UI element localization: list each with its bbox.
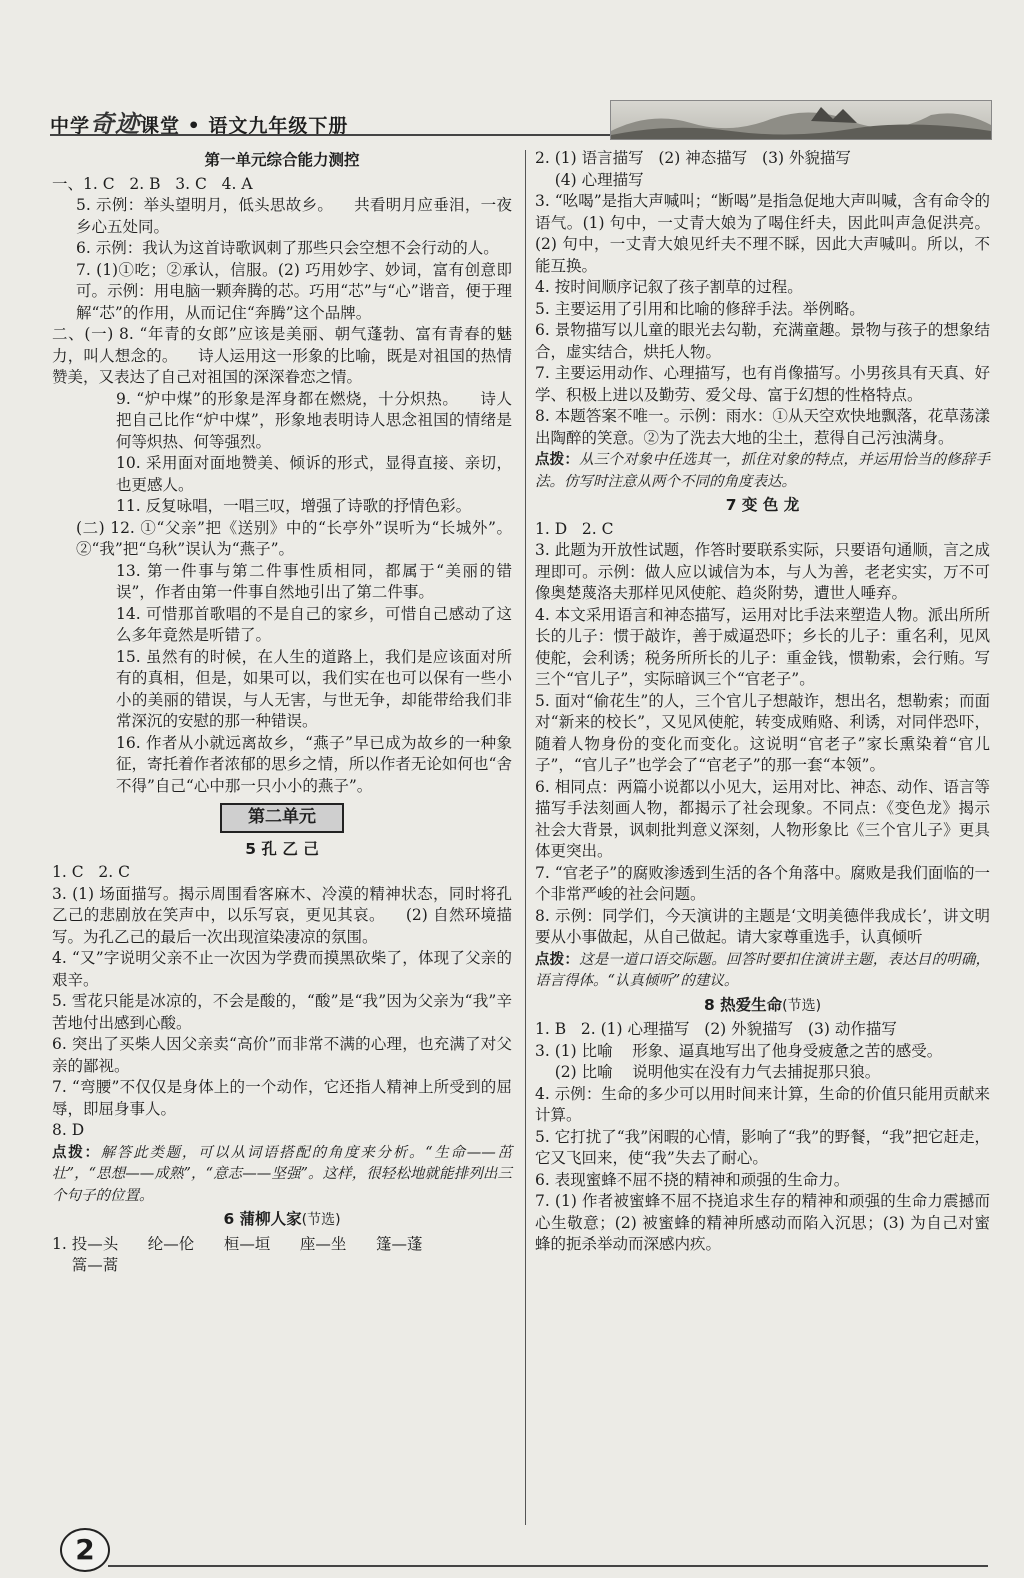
hint-paragraph	[535, 949, 990, 993]
title-prefix: 中学	[50, 115, 91, 137]
hint-label: 点拨：	[52, 1143, 101, 1161]
answer-item: 4. “又”字说明父亲不止一次因为学费而摸黑砍柴了，体现了父亲的艰辛。	[52, 949, 512, 989]
unit-title-box: 第二单元	[220, 803, 344, 833]
hint-label: 点拨：	[535, 950, 580, 968]
answer-item: 5. 面对“偷花生”的人，三个官儿子想敲诈，想出名，想勒索；而面对“新来的校长”，又见风使舵，转变成贿赂、利诱，对同伴恐吓，随着人物身份的变化而变化。这说明“官老子”家长熏染着“官儿子”，“官儿子”也学会了“官老子”的那一套“本领”。	[535, 691, 990, 774]
section-title	[52, 1209, 512, 1232]
section-title-text: 6 蒲柳人家	[223, 1210, 302, 1228]
hint-text: 这是一道口语交际题。回答时要扣住演讲主题，表达目的明确，语言得体。“认真倾听”的建议。	[535, 951, 991, 989]
answer-item: 8. 示例：同学们，今天演讲的主题是‘文明美德伴我成长’，讲文明要从小事做起，从自己做起。请大家尊重选手，认真倾听	[535, 906, 990, 946]
answer-item: 3. “吆喝”是指大声喊叫；“断喝”是指急促地大声叫喊，含有命令的语气。(1) 句中，一丈青大娘为了喝住纤夫，因此叫声急促洪亮。(2) 句中，一丈青大娘见纤夫不理不睬，因此大声喊叫。所以，不能互换。	[535, 192, 990, 275]
answer-item: 4. 本文采用语言和神态描写，运用对比手法来塑造人物。派出所所长的儿子：惯于敲诈，善于威逼恐吓；乡长的儿子：重名利，见风使舵，会利诱；税务所所长的儿子：重金钱，惯勒索，会行贿。写三个“官儿子”，实际暗讽三个“官老子”。	[535, 605, 990, 688]
footer-rule	[108, 1565, 988, 1567]
answer-item: 7. 主要运用动作、心理描写，也有肖像描写。小男孩具有天真、好学、积极上进以及勤劳、爱父母、富于幻想的性格特点。	[535, 364, 990, 404]
section-title	[535, 495, 990, 517]
answer-item: 1. D 2. C	[535, 519, 614, 538]
hint-paragraph	[535, 449, 990, 493]
answer-item: 8. 本题答案不唯一。示例：雨水：①从天空欢快地飘落，花草荡漾出陶醉的笑意。②为了洗去大地的尘土，惹得自己污浊满身。	[535, 407, 990, 447]
answer-item: 14. 可惜那首歌唱的不是自己的家乡，可惜自己感动了这么多年竟然是听错了。	[116, 604, 512, 644]
answer-item: 9. “炉中煤”的形象是浑身都在燃烧，十分炽热。 诗人把自己比作“炉中煤”，形象地表明诗人思念祖国的情绪是何等炽热、何等强烈。	[116, 389, 512, 451]
answer-item: 16. 作者从小就远离故乡，“燕子”早已成为故乡的一种象征，寄托着作者浓郁的思乡之情，所以作者无论如何也“舍不得”自己“心中那一只小小的燕子”。	[116, 733, 512, 795]
answer-item: 6. 突出了买柴人因父亲卖“高价”而非常不满的心理，也充满了对父亲的鄙视。	[52, 1035, 512, 1075]
answer-item: 3. (1) 场面描写。揭示周围看客麻木、冷漠的精神状态，同时将孔乙己的悲剧放在笑声中，以乐写哀，更见其哀。 (2) 自然环境描写。为孔乙己的最后一次出现渲染凄凉的氛围。	[52, 884, 512, 946]
hint-text: 从三个对象中任选其一，抓住对象的特点，并运用恰当的修辞手法。仿写时注意从两个不同的角度表达。	[535, 452, 991, 490]
left-column	[52, 148, 512, 1277]
answer-item: 7. (1) 作者被蜜蜂不屈不挠追求生存的精神和顽强的生命力震撼而心生敬意；(2) 被蜜蜂的精神所感动而陷入沉思；(3) 为自己对蜜蜂的扼杀举动而深感内疚。	[535, 1192, 990, 1253]
section-subtitle: (节选)	[782, 997, 822, 1014]
answer-item: 4. 示例：生命的多少可以用时间来计算，生命的价值只能用贡献来计算。	[535, 1084, 990, 1124]
answer-item: 13. 第一件事与第二件事性质相同，都属于“美丽的错误”，作者由第一件事自然地引出了第二件事。	[116, 561, 512, 601]
answer-item: 7. “弯腰”不仅仅是身体上的一个动作，它还指人精神上所受到的屈辱，即屈身事人。	[52, 1078, 512, 1118]
section-title	[52, 839, 512, 861]
answer-item: 二、(一) 8. “年青的女郎”应该是美丽、朝气蓬勃、富有青春的魅力，叫人想念的。 诗人运用这一形象的比喻，既是对祖国的热情赞美，又表达了自己对祖国的深深眷恋之情。	[52, 325, 512, 386]
column-divider	[525, 150, 526, 1525]
right-column	[535, 148, 990, 1256]
answer-item: 15. 虽然有的时候，在人生的道路上，我们是应该面对所有的真相，但是，如果可以，我们实在也可以保有一些小小的美丽的错误，与人无害，与世无争，却能带给我们非常深沉的安慰的那一种错误。	[116, 647, 512, 730]
section-title-text: 5 孔 乙 己	[245, 839, 319, 858]
answer-item: 6. 表现蜜蜂不屈不挠的精神和顽强的生命力。	[535, 1170, 850, 1189]
section-subtitle: (节选)	[301, 1212, 341, 1228]
landscape-painting-banner	[610, 100, 992, 140]
answer-item: 7. (1)①吃；②承认，信服。(2) 巧用妙字、妙词，富有创意即可。示例：用电脑一颗奔腾的芯。巧用“芯”与“心”谐音，便于理解“芯”的作用，从而记住“奔腾”这个品牌。	[76, 260, 512, 322]
answer-item: 6. 相同点：两篇小说都以小见大，运用对比、神态、动作、语言等描写手法刻画人物，都揭示了社会现象。不同点：《变色龙》揭示社会大背景，讽刺批判意义深刻，人物形象比《三个官儿子》更具体更突出。	[535, 777, 990, 860]
section-title-text: 8 热爱生命	[703, 995, 783, 1014]
answer-item: 5. 它打扰了“我”闲暇的心情，影响了“我”的野餐，“我”把它赶走，它又飞回来，使“我”失去了耐心。	[535, 1127, 990, 1167]
answer-item: 2. (1) 语言描写 (2) 神态描写 (3) 外貌描写 (4) 心理描写	[535, 149, 851, 189]
answer-item: 1. B 2. (1) 心理描写 (2) 外貌描写 (3) 动作描写	[535, 1020, 897, 1038]
answer-item: 5. 雪花只能是冰凉的，不会是酸的，“酸”是“我”因为父亲为“我”辛苦地付出感到心酸。	[52, 992, 512, 1032]
answer-item: 一、1. C 2. B 3. C 4. A	[52, 174, 253, 193]
answer-item: 5. 示例：举头望明月，低头思故乡。 共看明月应垂泪，一夜乡心五处同。	[76, 196, 512, 236]
answer-item: 11. 反复咏唱，一唱三叹，增强了诗歌的抒情色彩。	[116, 497, 472, 515]
page-number: 2	[60, 1528, 110, 1572]
hint-text: 解答此类题，可以从词语搭配的角度来分析。“生命——茁壮”，“思想——成熟”，“意志——坚强”。这样，很轻松地就能排列出三个句子的位置。	[52, 1144, 513, 1204]
answer-item: 3. 此题为开放性试题，作答时要联系实际，只要语句通顺，言之成理即可。示例：做人应以诚信为本，与人为善，老老实实，万不可像奥楚蔑洛夫那样见风使舵、趋炎附势，遭世人唾弃。	[535, 541, 990, 602]
answer-item: 10. 采用面对面地赞美、倾诉的形式，显得直接、亲切，也更感人。	[116, 454, 512, 494]
answer-item: 8. D	[52, 1121, 85, 1139]
section-title	[535, 995, 990, 1018]
answer-item: 6. 示例：我认为这首诗歌讽刺了那些只会空想不会行动的人。	[76, 239, 499, 257]
section-title	[52, 150, 512, 172]
header-rule	[50, 134, 610, 136]
answer-item: 6. 景物描写以儿童的眼光去勾勒，充满童趣。景物与孩子的想象结合，虚实结合，烘托人物。	[535, 321, 990, 361]
answer-item: 1. C 2. C	[52, 863, 130, 881]
hint-label: 点拨：	[535, 451, 580, 468]
answer-item: 3. (1) 比喻 形象、逼真地写出了他身受疲惫之苦的感受。 (2) 比喻 说明他实在没有力气去捕捉那只狼。	[535, 1041, 943, 1081]
hint-paragraph	[52, 1142, 512, 1208]
answer-item: 7. “官老子”的腐败渗透到生活的各个角落中。腐败是我们面临的一个非常严峻的社会问题。	[535, 863, 990, 903]
answer-item: 4. 按时间顺序记叙了孩子割草的过程。	[535, 278, 803, 296]
answer-item: 5. 主要运用了引用和比喻的修辞手法。举例略。	[535, 299, 865, 318]
title-suffix: 课堂 • 语文九年级下册	[140, 115, 349, 137]
section-title-text: 7 变 色 龙	[725, 496, 800, 514]
section-title-text: 第一单元综合能力测控	[204, 151, 360, 169]
answer-item: 1. 投—头 纶—伦 桓—垣 座—坐 篷—蓬 篙—蒿	[52, 1234, 423, 1274]
answer-item: (二) 12. ①“父亲”把《送别》中的“长亭外”误听为“长城外”。②“我”把“乌秋”误认为“燕子”。	[76, 518, 512, 558]
title-brand: 奇迹	[90, 109, 141, 138]
page-header	[50, 100, 990, 142]
